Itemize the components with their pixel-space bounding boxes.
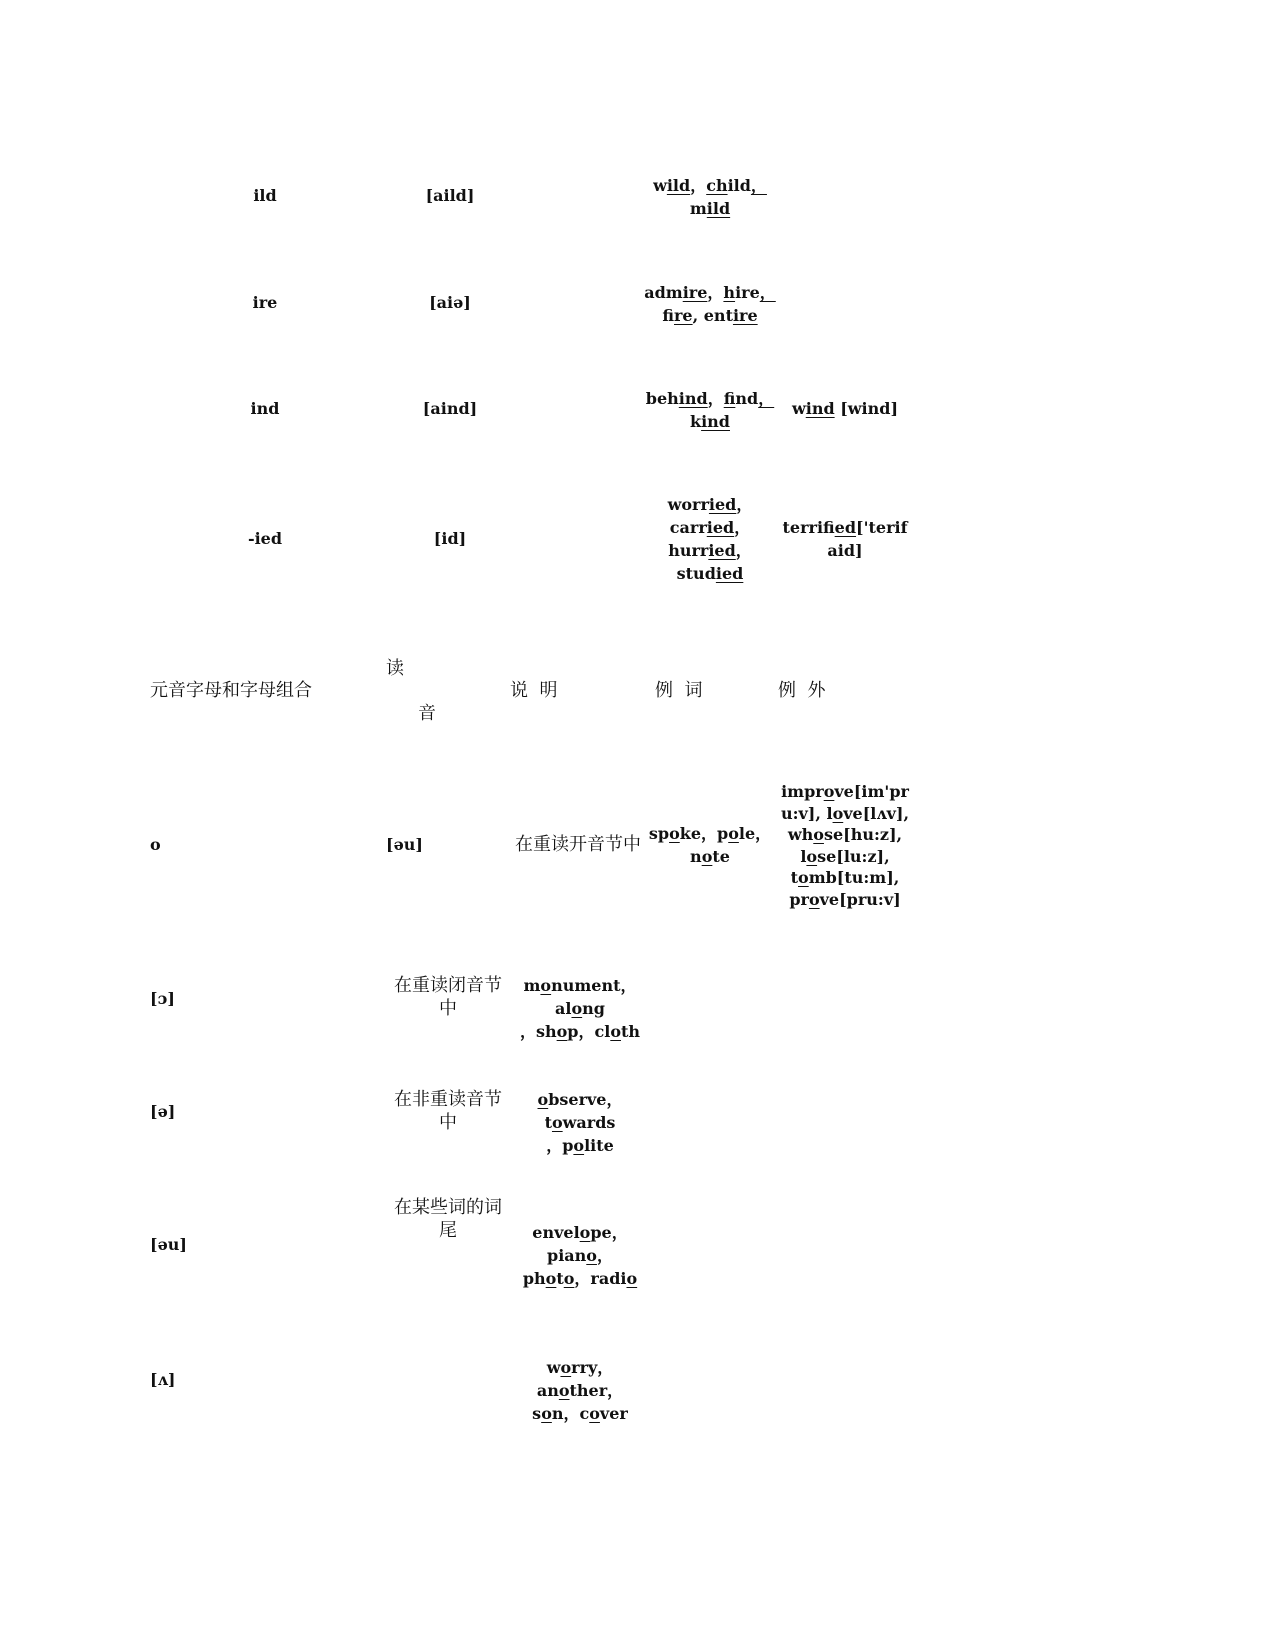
header-note: 说 明 — [510, 680, 558, 701]
underlined-letters: o — [563, 1269, 575, 1288]
text-segment: aid] — [827, 541, 863, 560]
text-segment: le， — [738, 824, 772, 843]
text-line: 中 — [439, 998, 457, 1019]
note-schwa — [378, 1088, 518, 1134]
underlined-letters: o — [728, 824, 739, 843]
note-open-o — [378, 974, 518, 1020]
examples-schwa — [505, 1088, 655, 1157]
text-segment: ， — [736, 495, 753, 514]
note-o: 在重读开音节中 — [515, 834, 641, 855]
underlined-letters: o — [537, 1090, 549, 1109]
underlined-letters: o — [610, 1022, 621, 1041]
underlined-letters: o — [798, 868, 809, 887]
text-segment: impr — [781, 782, 824, 801]
sound-open-o: [ɔ] — [150, 989, 175, 1008]
examples-ild — [620, 174, 800, 220]
text-segment: nument，al — [551, 976, 637, 1018]
text-line — [505, 1221, 655, 1267]
text-segment: w — [546, 1358, 561, 1377]
text-segment: ng — [582, 999, 605, 1018]
text-segment: ，sh — [519, 1022, 557, 1041]
examples-open-o — [505, 974, 655, 1043]
text-segment: sp — [648, 824, 670, 843]
text-line: 尾 — [439, 1220, 457, 1241]
text-segment: mb[tu:m], — [808, 868, 900, 887]
underlined-letters: o — [669, 824, 680, 843]
text-segment: beh — [645, 389, 679, 408]
underlined-letters: o — [626, 1269, 638, 1288]
note-ou — [378, 1196, 518, 1242]
text-line — [770, 846, 920, 868]
sound-ild: [aild] — [425, 186, 475, 205]
underlined-letters: o — [832, 803, 844, 823]
underlined-letters: o — [560, 1358, 572, 1377]
underlined-letters: o — [823, 782, 835, 801]
text-segment: ，p — [546, 1136, 574, 1155]
underlined-letters: o — [558, 1381, 570, 1400]
underlined-letters: ind — [701, 412, 730, 431]
text-segment: th — [620, 1022, 641, 1041]
examples-ou — [505, 1221, 655, 1290]
underlined-letters: ire — [732, 306, 758, 325]
text-segment: u:v], l — [780, 803, 833, 823]
underlined-letters: o — [586, 1246, 597, 1265]
text-segment: se[lu:z], — [817, 846, 890, 866]
underlined-letters: ied — [708, 495, 737, 514]
text-segment: ild — [727, 176, 751, 195]
text-line — [770, 867, 920, 889]
text-line — [505, 1134, 655, 1157]
text-line — [780, 397, 910, 420]
text-line — [770, 889, 920, 911]
header-combo: 元音字母和字母组合 — [150, 680, 312, 701]
underlined-letters: ， — [758, 389, 775, 408]
underlined-letters: o — [551, 1113, 563, 1132]
text-segment: n — [690, 847, 702, 866]
underlined-letters: ild — [706, 199, 731, 218]
combo-ire: ire — [252, 293, 278, 312]
text-segment: pe，pian — [547, 1223, 628, 1265]
text-segment: m — [523, 976, 541, 995]
header-sound-1: 读 — [386, 658, 404, 679]
text-segment: ，radi — [574, 1269, 627, 1288]
underlined-letters: o — [545, 1269, 557, 1288]
underlined-letters: f — [723, 389, 736, 408]
text-line — [770, 803, 920, 825]
text-line — [620, 281, 800, 304]
header-examples: 例 词 — [655, 680, 703, 701]
underlined-letters: ch — [706, 176, 728, 195]
text-line — [770, 824, 920, 846]
text-line — [770, 781, 920, 803]
underlined-letters: h — [723, 283, 736, 302]
text-segment: n，c — [551, 1404, 590, 1423]
underlined-letters: ind — [678, 389, 708, 408]
examples-ind — [620, 387, 800, 433]
underlined-letters: ied — [706, 518, 735, 537]
text-line — [505, 1267, 655, 1290]
sound-ire: [aiə] — [429, 293, 471, 312]
underlined-letters: o — [806, 846, 818, 866]
text-segment: adm — [644, 283, 683, 302]
sound-ind: [aind] — [422, 399, 478, 418]
text-segment: l — [800, 846, 807, 866]
underlined-letters: o — [556, 1022, 568, 1041]
text-line: 在某些词的词 — [394, 1197, 502, 1218]
text-segment: ve[pru:v] — [819, 889, 901, 909]
text-line — [620, 197, 800, 220]
text-segment: s — [532, 1404, 542, 1423]
sound-wedge: [ʌ] — [150, 1370, 176, 1389]
text-line — [505, 1020, 655, 1043]
combo-ild: ild — [253, 186, 277, 205]
underlined-letters: ind — [805, 399, 835, 418]
underlined-letters: o — [540, 976, 552, 995]
exceptions-o — [770, 781, 920, 910]
text-segment: f — [662, 306, 674, 325]
text-segment: ph — [522, 1269, 546, 1288]
text-segment: k — [690, 412, 702, 431]
underlined-letters: ild — [666, 176, 691, 195]
underlined-letters: o — [573, 1136, 585, 1155]
text-segment: w — [791, 399, 806, 418]
underlined-letters: o — [808, 889, 820, 909]
text-segment: carr — [669, 518, 707, 537]
underlined-letters: ire — [674, 306, 693, 325]
text-segment: ver — [599, 1404, 628, 1423]
text-segment: bserve，t — [544, 1090, 623, 1132]
combo-ied: -ied — [247, 529, 283, 548]
text-segment: ， — [734, 518, 751, 537]
text-segment: ther， — [569, 1381, 624, 1400]
text-segment: hurr — [668, 541, 709, 560]
text-segment: [wind] — [834, 399, 899, 418]
text-segment: ve[lʌv], — [843, 803, 910, 823]
text-segment: m — [689, 199, 707, 218]
text-segment: rry，an — [536, 1358, 614, 1400]
examples-wedge — [505, 1356, 655, 1425]
exception-ind — [780, 397, 910, 420]
text-segment: ， — [707, 283, 724, 302]
exception-ied — [770, 516, 920, 562]
text-segment: wards — [562, 1113, 616, 1132]
sound-ied: [id] — [433, 529, 467, 548]
text-segment: p，cl — [567, 1022, 611, 1041]
text-segment: pr — [789, 889, 809, 909]
underlined-letters: ire — [682, 283, 708, 302]
text-line — [770, 516, 920, 539]
underlined-letters: ， — [759, 283, 776, 302]
text-segment: terrif — [782, 518, 835, 537]
text-segment: worr — [667, 495, 709, 514]
text-line — [620, 387, 800, 410]
text-line — [505, 974, 655, 1020]
text-line — [505, 1402, 655, 1425]
examples-ire — [620, 281, 800, 327]
underlined-letters: o — [571, 999, 583, 1018]
sound-o: [əu] — [386, 835, 423, 854]
text-segment: ke，p — [679, 824, 729, 843]
header-exceptions: 例 外 — [778, 680, 826, 701]
text-segment: t — [790, 868, 799, 887]
underlined-letters: ied — [708, 541, 736, 560]
underlined-letters: o — [541, 1404, 552, 1423]
underlined-letters: o — [589, 1404, 600, 1423]
text-line — [620, 174, 800, 197]
text-line — [770, 539, 920, 562]
text-segment: , ent — [692, 306, 733, 325]
text-segment: ind — [735, 389, 759, 408]
underlined-letters: ied — [715, 564, 744, 583]
sound-schwa: [ə] — [150, 1102, 176, 1121]
text-segment: t — [556, 1269, 564, 1288]
text-line — [505, 1088, 655, 1134]
text-segment: w — [653, 176, 667, 195]
text-segment: lite — [584, 1136, 614, 1155]
text-segment: ， — [735, 541, 752, 560]
text-segment: envel — [532, 1223, 580, 1242]
underlined-letters: o — [813, 825, 824, 844]
underlined-letters: ied — [834, 518, 857, 537]
text-segment: stud — [676, 564, 716, 583]
text-segment: ire — [735, 283, 760, 302]
text-line: 在非重读音节 — [394, 1089, 502, 1110]
text-segment: ['terif — [856, 518, 908, 537]
text-line — [620, 304, 800, 327]
text-line — [620, 493, 800, 516]
text-line — [620, 410, 800, 433]
text-segment: ， — [596, 1246, 613, 1265]
underlined-letters: o — [701, 847, 713, 866]
header-sound-2: 音 — [418, 703, 436, 724]
text-line — [505, 1356, 655, 1402]
underlined-letters: o — [579, 1223, 591, 1242]
text-segment: wh — [787, 825, 814, 844]
combo-ind: ind — [250, 399, 280, 418]
text-line: 在重读闭音节 — [394, 975, 502, 996]
text-segment: se[hu:z], — [823, 825, 903, 844]
text-line — [620, 562, 800, 585]
text-line: 中 — [439, 1112, 457, 1133]
letter-o: o — [150, 835, 161, 854]
text-segment: ve[im'pr — [834, 782, 909, 801]
text-segment: ， — [707, 389, 724, 408]
underlined-letters: ， — [750, 176, 767, 195]
text-segment: ， — [690, 176, 707, 195]
sound-ou: [əu] — [150, 1235, 187, 1254]
text-segment: te — [712, 847, 730, 866]
